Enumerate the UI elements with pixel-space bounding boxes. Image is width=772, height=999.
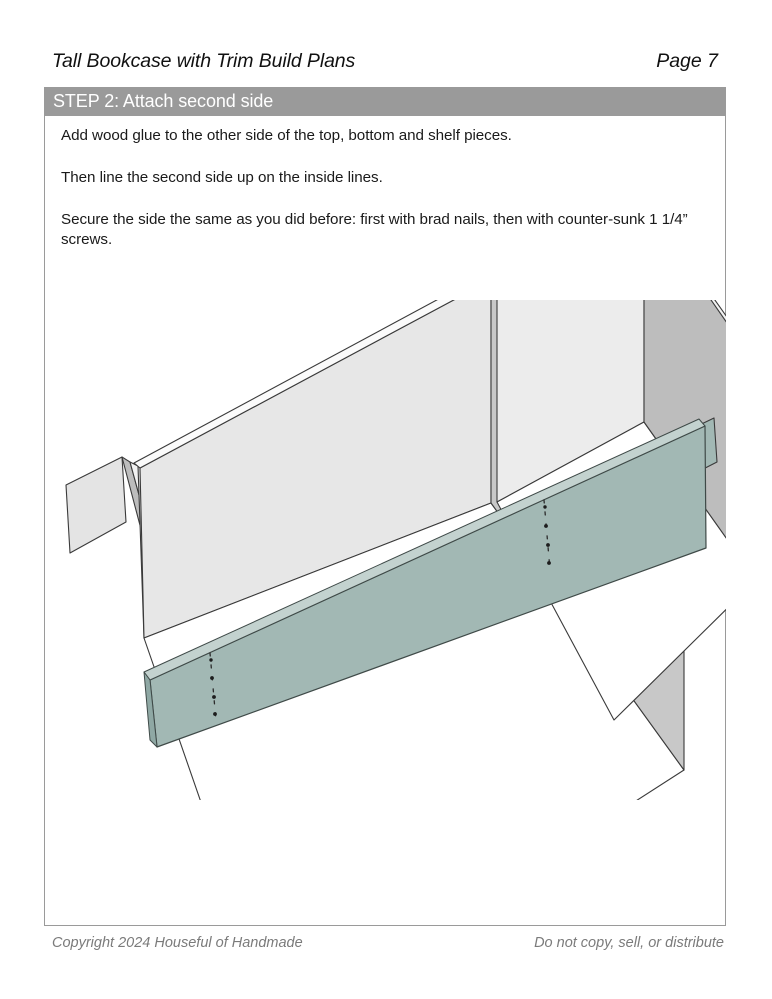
screw-dot [209, 658, 212, 661]
footer-notice: Do not copy, sell, or distribute [534, 935, 724, 951]
instruction-block [61, 126, 706, 250]
bookcase-diagram-svg [44, 300, 726, 800]
document-title: Tall Bookcase with Trim Build Plans [52, 50, 356, 72]
screw-dot [543, 505, 546, 508]
instruction-paragraph-2: Then line the second side up on the inside lines. [61, 169, 383, 186]
bookcase-diagram [44, 300, 726, 800]
instruction-paragraph-3: Secure the side the same as you did before: first with brad nails, then with counter-sunk 1 1/4” screws. [61, 211, 688, 248]
screw-dot [544, 524, 548, 528]
instruction-paragraph-1: Add wood glue to the other side of the top, bottom and shelf pieces. [61, 127, 512, 144]
step-header-bar [44, 87, 726, 116]
page-header [52, 50, 720, 78]
screw-dot [212, 695, 216, 699]
screw-dot [546, 543, 550, 547]
page-number: Page 7 [656, 50, 718, 72]
screw-dot [213, 712, 217, 716]
step-title: STEP 2: Attach second side [53, 91, 274, 111]
first-side-panel-end [66, 457, 126, 553]
footer-copyright: Copyright 2024 Houseful of Handmade [52, 935, 303, 951]
screw-dot [547, 561, 551, 565]
page-footer [52, 935, 724, 951]
screw-dot [210, 676, 214, 680]
